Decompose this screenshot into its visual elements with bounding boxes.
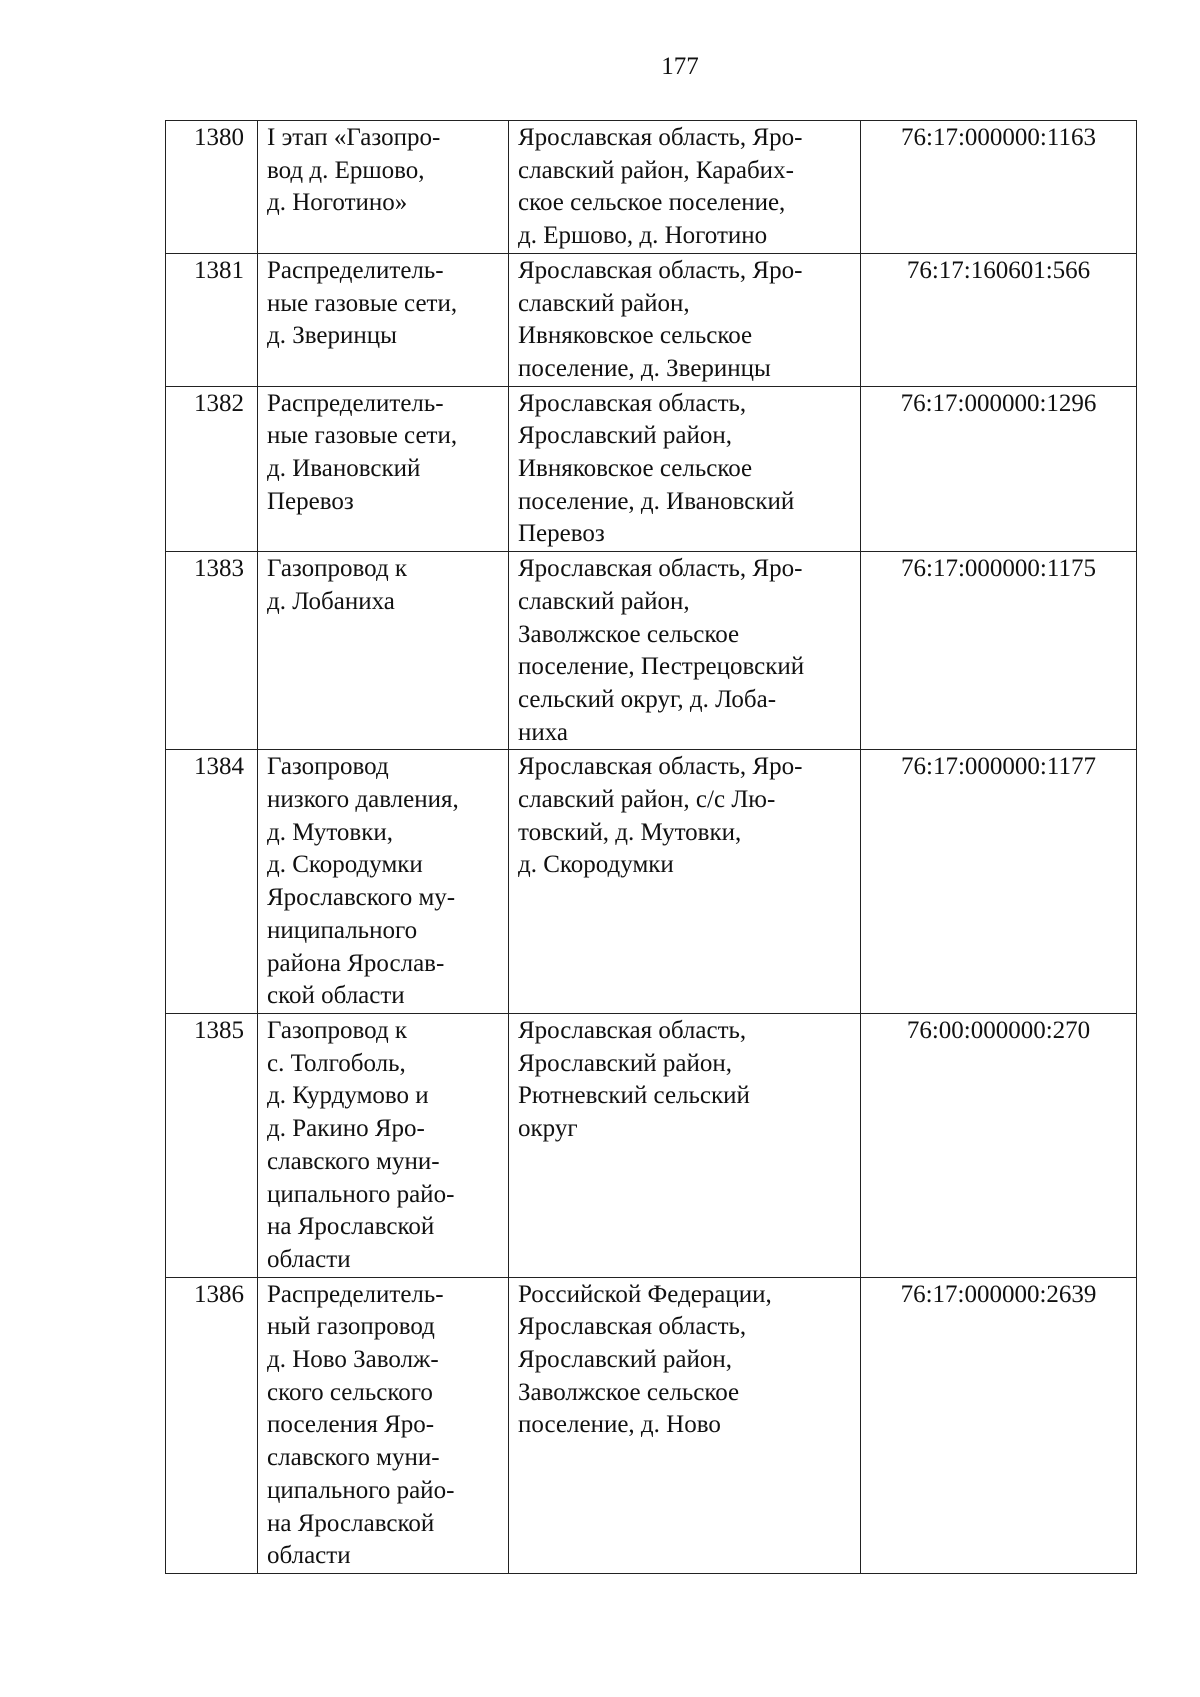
object-name-line: Распределитель- [267, 256, 444, 284]
address-line: поселение, д. Зверинцы [518, 354, 771, 382]
object-name-line: области [267, 1245, 351, 1273]
address-line: славский район, [518, 289, 690, 317]
cadastral-number-cell: 76:17:000000:1163 [861, 121, 1137, 254]
object-name-line: поселения Яро- [267, 1411, 435, 1439]
object-name-line: на Ярославской [267, 1213, 435, 1241]
address-line: Ярославская область, Яро- [518, 753, 803, 781]
object-name-line: I этап «Газопро- [267, 124, 441, 151]
address-line: Ярославская область, [518, 1016, 747, 1044]
table-row [166, 1013, 1137, 1277]
cadastral-number-cell: 76:17:160601:566 [861, 253, 1137, 386]
property-registry-table [165, 120, 1137, 1574]
address-line: Ивняковское сельское [518, 455, 753, 483]
address-cell [509, 750, 861, 1014]
object-name-line: ные газовые сети, [267, 289, 458, 317]
object-name-line: д. Скородумки [267, 851, 423, 879]
address-cell [509, 1013, 861, 1277]
object-name-line: д. Мутовки, [267, 818, 394, 846]
row-number-cell: 1383 [166, 552, 258, 750]
row-number-cell: 1380 [166, 121, 258, 254]
address-line: Ярославская область, [518, 1313, 747, 1341]
row-number-cell: 1385 [166, 1013, 258, 1277]
table-row [166, 552, 1137, 750]
cadastral-number-cell: 76:17:000000:1177 [861, 750, 1137, 1014]
address-cell [509, 386, 861, 552]
address-line: Ярославская область, Яро- [518, 124, 803, 151]
object-name-line: с. Толгоболь, [267, 1049, 406, 1077]
address-line: товский, д. Мутовки, [518, 818, 742, 846]
object-name-cell [258, 750, 509, 1014]
address-line: поселение, д. Ивановский [518, 487, 795, 515]
page-number: 177 [661, 53, 699, 80]
object-name-line: Газопровод к [267, 555, 408, 583]
object-name-line: Газопровод к [267, 1016, 408, 1044]
object-name-line: д. Зверинцы [267, 322, 397, 350]
object-name-line: д. Ракино Яро- [267, 1115, 425, 1143]
address-line: Ярославский район, [518, 422, 732, 450]
address-line: округ [518, 1115, 578, 1143]
address-line: Ярославская область, Яро- [518, 256, 803, 284]
object-name-cell [258, 1013, 509, 1277]
object-name-line: славского муни- [267, 1444, 440, 1472]
object-name-cell [258, 386, 509, 552]
cadastral-number-cell: 76:17:000000:2639 [861, 1277, 1137, 1573]
address-line: славский район, с/с Лю- [518, 786, 776, 814]
address-line: поселение, д. Ново [518, 1411, 721, 1439]
address-line: Ивняковское сельское [518, 322, 753, 350]
object-name-line: ципального райо- [267, 1476, 455, 1504]
address-line: Ярославская область, [518, 389, 747, 417]
row-number-cell: 1382 [166, 386, 258, 552]
object-name-line: вод д. Ершово, [267, 156, 425, 184]
address-cell [509, 121, 861, 254]
address-cell [509, 552, 861, 750]
cadastral-number-cell: 76:17:000000:1296 [861, 386, 1137, 552]
object-name-line: ской области [267, 982, 405, 1010]
address-line: сельский округ, д. Лоба- [518, 685, 777, 713]
address-line: Российской Федерации, [518, 1280, 772, 1308]
address-line: славский район, Карабих- [518, 156, 794, 184]
object-name-line: ского сельского [267, 1378, 433, 1406]
address-line: поселение, Пестрецовский [518, 653, 805, 681]
table-row [166, 386, 1137, 552]
object-name-cell [258, 253, 509, 386]
address-cell [509, 253, 861, 386]
table-row [166, 253, 1137, 386]
address-line: Заволжское сельское [518, 620, 740, 648]
cadastral-number-cell: 76:00:000000:270 [861, 1013, 1137, 1277]
address-line: ское сельское поселение, [518, 189, 786, 217]
object-name-line: Ярославского му- [267, 884, 456, 912]
object-name-line: д. Ивановский [267, 455, 421, 483]
object-name-line: Распределитель- [267, 389, 444, 417]
address-line: Ярославский район, [518, 1346, 732, 1374]
object-name-line: д. Курдумово и [267, 1082, 429, 1110]
cadastral-number-cell: 76:17:000000:1175 [861, 552, 1137, 750]
row-number-cell: 1386 [166, 1277, 258, 1573]
object-name-line: ципального райо- [267, 1180, 455, 1208]
address-line: славский район, [518, 587, 690, 615]
object-name-line: ные газовые сети, [267, 422, 458, 450]
address-line: Ярославский район, [518, 1049, 732, 1077]
object-name-line: д. Ново Заволж- [267, 1346, 439, 1374]
object-name-line: д. Лобаниха [267, 587, 395, 615]
object-name-cell [258, 552, 509, 750]
table-row [166, 750, 1137, 1014]
object-name-line: на Ярославской [267, 1509, 435, 1537]
address-line: д. Скородумки [518, 851, 674, 879]
address-cell [509, 1277, 861, 1573]
address-line: ниха [518, 718, 569, 746]
object-name-line: д. Ноготино» [267, 189, 408, 217]
table-row [166, 121, 1137, 254]
object-name-line: славского муни- [267, 1147, 440, 1175]
object-name-cell [258, 121, 509, 254]
row-number-cell: 1381 [166, 253, 258, 386]
object-name-line: области [267, 1542, 351, 1570]
address-line: д. Ершово, д. Ноготино [518, 222, 768, 250]
object-name-line: Перевоз [267, 487, 354, 515]
table-row [166, 1277, 1137, 1573]
row-number-cell: 1384 [166, 750, 258, 1014]
object-name-line: района Ярослав- [267, 949, 445, 977]
object-name-line: низкого давления, [267, 786, 459, 814]
address-line: Заволжское сельское [518, 1378, 740, 1406]
object-name-line: Распределитель- [267, 1280, 444, 1308]
object-name-cell [258, 1277, 509, 1573]
registry-table-body [166, 121, 1137, 1574]
object-name-line: Газопровод [267, 753, 389, 781]
address-line: Ярославская область, Яро- [518, 555, 803, 583]
address-line: Перевоз [518, 520, 605, 548]
object-name-line: ниципального [267, 916, 418, 944]
object-name-line: ный газопровод [267, 1313, 435, 1341]
address-line: Рютневский сельский [518, 1082, 750, 1110]
